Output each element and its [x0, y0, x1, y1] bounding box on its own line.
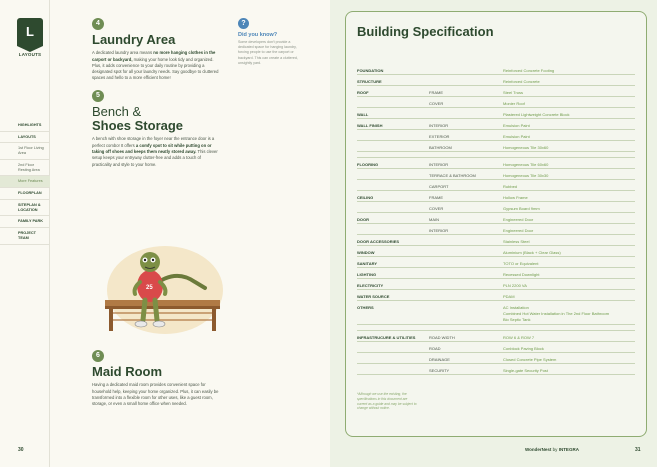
spec-category: STRUCTURE: [357, 78, 382, 84]
nav-item-highlights[interactable]: HIGHLIGHTS: [0, 120, 50, 132]
brand-name: WonderNest: [525, 447, 552, 452]
section-body: Having a dedicated maid room provides convenient space for household help, keeping your home organized. Plus, it can easily be transformed into a flexible room for other uses, like a guest room, storage, or even a small home office when needed.: [92, 382, 219, 407]
nav-item-more-features[interactable]: More Features: [0, 176, 50, 188]
spec-row: [357, 158, 635, 169]
spec-subcategory: ROAD: [429, 345, 441, 351]
spec-value: Stainless Steel: [503, 238, 530, 244]
spec-row: [357, 353, 635, 364]
spec-row: [357, 224, 635, 235]
spec-value: Emulsion Paint: [503, 133, 530, 139]
did-you-know-box: [238, 18, 300, 66]
spec-category: ROOF: [357, 89, 369, 95]
mascot-bench-illustration: [95, 238, 227, 336]
specification-panel: [345, 11, 647, 437]
body-emphasis: no more hanging clothes in the carport or backyard,: [92, 50, 216, 62]
spec-subcategory: INTERIOR: [429, 161, 449, 167]
spec-category: ELECTRICITY: [357, 282, 384, 288]
spec-subcategory: CARPORT: [429, 183, 449, 189]
spec-disclaimer-note: *Although we use the existing, the specifications in this document are current as a guide and may be subject to change without notice.: [357, 392, 417, 411]
spec-category: DOOR: [357, 216, 369, 222]
body-text: A dedicated laundry area means: [92, 50, 154, 56]
spec-subcategory: ROAD WIDTH: [429, 334, 455, 340]
spec-row: [357, 169, 635, 180]
spec-value: Engineered Door: [503, 216, 534, 222]
section-title: Maid Room: [92, 364, 163, 379]
spec-value: ROW 6 & ROW 7: [503, 334, 535, 340]
spec-subcategory: EXTERIOR: [429, 133, 450, 139]
nav-item-floorplan[interactable]: FLOORPLAN: [0, 188, 50, 200]
spec-table: [357, 64, 635, 375]
spec-subcategory: FRAME: [429, 89, 443, 95]
body-text: A bench with shoe storage in the foyer near the entrance door is a perfect combo! It offers: [92, 136, 215, 148]
body-emphasis: a comfy spot to sit while putting on or taking off shoes and keeps them neatly stored away.: [92, 142, 212, 154]
spec-value: Plastered Lightweight Concrete Block: [503, 111, 570, 117]
footer-brand: [525, 447, 579, 452]
body-text: making your home look tidy and organized. Plus, it adds convenience to your daily routine by providing a designated spot for all your laundry needs. Say goodbye to cluttered spaces and hello to a more efficient home!: [92, 56, 219, 81]
spec-value: Closed Concrete Pipe System: [503, 356, 557, 362]
nav-item-family-park[interactable]: FAMILY PARK: [0, 216, 50, 228]
logo-letter: L: [26, 24, 34, 39]
spec-category: WATER SOURCE: [357, 293, 390, 299]
page-number-right: 31: [635, 447, 641, 453]
spec-row: [357, 130, 635, 141]
spec-subcategory: DRAINAGE: [429, 356, 450, 362]
section-logo: [17, 18, 43, 46]
spec-subcategory: INTERIOR: [429, 227, 449, 233]
spec-row: [357, 279, 635, 290]
brand-by: by: [551, 447, 559, 452]
spec-value: Rubbed: [503, 183, 518, 189]
section-number-badge: 6: [92, 350, 104, 362]
spec-row: [357, 290, 635, 301]
nav-item-project-team[interactable]: PROJECT TEAM: [0, 228, 50, 244]
spec-row: [357, 119, 635, 130]
spec-row: [357, 75, 635, 86]
nav-item-1st-floor[interactable]: 1st Floor Living Area: [0, 143, 50, 159]
body-text: This clever setup keeps your entryway clutter-free and adds a touch of practicality and style to your home.: [92, 148, 218, 167]
section-body: [92, 136, 220, 167]
spec-value: Conblock Paving Block: [503, 345, 544, 351]
spec-value: Emulsion Paint: [503, 122, 530, 128]
spec-row: [357, 108, 635, 119]
section-title: Laundry Area: [92, 32, 176, 47]
spec-value: PLN 2200 VA: [503, 282, 527, 288]
spec-value: Single-gate Security Post: [503, 367, 548, 373]
features-column: [92, 18, 220, 168]
spec-row: [357, 364, 635, 375]
spec-category: SANITARY: [357, 260, 377, 266]
question-icon: ?: [238, 18, 249, 29]
spec-category: DOOR ACCESSORIES: [357, 238, 400, 244]
nav-list: [0, 120, 50, 245]
spec-subcategory: COVER: [429, 205, 444, 211]
spec-value: Reinforced Concrete Footing: [503, 67, 555, 73]
section-number-badge: 5: [92, 90, 104, 102]
spec-category: FLOORING: [357, 161, 379, 167]
page-number-left: 30: [18, 447, 24, 453]
spec-value: Aluminium (Black + Clear Glass): [503, 249, 561, 255]
spec-subcategory: SECURITY: [429, 367, 450, 373]
spec-value: Engineered Door: [503, 227, 534, 233]
spec-row: [357, 86, 635, 97]
spec-category: WALL: [357, 111, 369, 117]
spec-subcategory: COVER: [429, 100, 444, 106]
spec-category: CEILING: [357, 194, 374, 200]
spec-category: INFRASTRUCURE & UTILITIES: [357, 334, 416, 340]
spec-value: Gypsum Board 9mm: [503, 205, 540, 211]
spec-value: TOTO or Equivalent: [503, 260, 539, 266]
spec-row: [357, 331, 635, 342]
spec-value: AC Installation Combined Hot Water Installation in The 2nd Floor Bathroom Bio Septic Tank: [503, 304, 610, 323]
spec-row: [357, 268, 635, 279]
did-you-know-body: Some developers don't provide a dedicated space for hanging laundry, forcing people to use the carport or backyard. This can create a cluttered, unsightly yard.: [238, 40, 298, 65]
section-title-line1: Bench &: [92, 103, 142, 119]
spec-subcategory: BATHROOM: [429, 144, 452, 150]
section-title-line2: Shoes Storage: [92, 118, 184, 134]
nav-item-siteplan[interactable]: SITEPLAN & LOCATION: [0, 200, 50, 216]
spec-value: Homogeneous Tile 30x60: [503, 144, 549, 150]
spec-row: [357, 246, 635, 257]
spec-subcategory: INTERIOR: [429, 122, 449, 128]
spec-row: [357, 301, 635, 325]
spec-row: [357, 257, 635, 268]
spec-value: Reinforced Concrete: [503, 78, 540, 84]
spec-row: [357, 180, 635, 191]
right-page: [330, 0, 657, 467]
spec-category: WALL FINISH: [357, 122, 383, 128]
spec-category: OTHERS: [357, 304, 374, 310]
spec-row: [357, 191, 635, 202]
spec-subcategory: FRAME: [429, 194, 443, 200]
nav-item-2nd-floor[interactable]: 2nd Floor Resting Area: [0, 160, 50, 176]
spec-subcategory: TERRACE & BATHROOM: [429, 172, 476, 178]
spec-value: Monier Roof: [503, 100, 525, 106]
side-navigation: [0, 0, 50, 467]
svg-text:25: 25: [146, 285, 153, 291]
spec-category: FOUNDATION: [357, 67, 384, 73]
spec-row: [357, 202, 635, 213]
spec-title: Building Specification: [357, 24, 494, 39]
spec-value: PDAM: [503, 293, 515, 299]
spec-subcategory: MAIN: [429, 216, 439, 222]
spec-value: Homogeneous Tile 60x60: [503, 161, 549, 167]
spec-category: LIGHTING: [357, 271, 377, 277]
spec-value: Homogeneous Tile 30x30: [503, 172, 549, 178]
nav-item-layouts[interactable]: LAYOUTS: [0, 132, 50, 144]
spec-row: [357, 342, 635, 353]
spec-category: WINDOW: [357, 249, 375, 255]
spec-row: [357, 97, 635, 108]
section-body: [92, 50, 220, 81]
maid-room-section: [92, 350, 220, 407]
company-name: INTEGRA: [558, 447, 579, 452]
spec-row: [357, 235, 635, 246]
spec-row: [357, 64, 635, 75]
section-number-badge: 4: [92, 18, 104, 30]
logo-label: LAYOUTS: [18, 52, 42, 57]
did-you-know-title: Did you know?: [238, 32, 278, 38]
spec-value: Hollow Frame: [503, 194, 528, 200]
spec-row: [357, 213, 635, 224]
spec-row: [357, 141, 635, 152]
spec-value: Steel Truss: [503, 89, 524, 95]
spec-value: Recessed Downlight: [503, 271, 540, 277]
